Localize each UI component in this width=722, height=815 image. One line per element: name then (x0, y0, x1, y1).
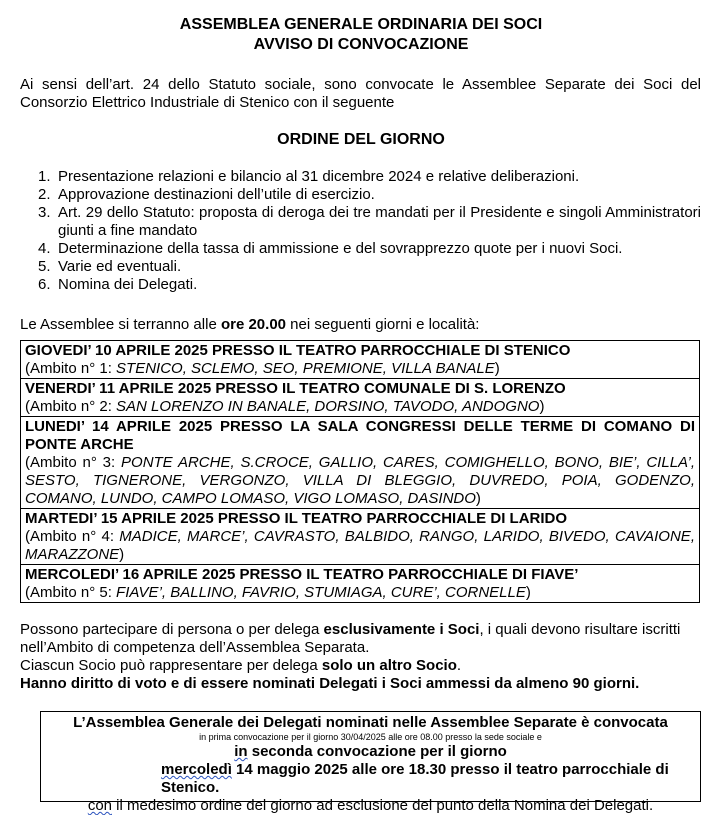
agenda-item: 6. Nomina dei Delegati. (38, 276, 198, 293)
delegates-assembly-box (40, 711, 701, 814)
schedule-ambito: (Ambito n° 2: SAN LORENZO IN BANALE, DORSINO, TAVODO, ANDOGNO) (25, 398, 545, 415)
agenda-item: 2. Approvazione destinazioni dell’utile di esercizio. (38, 186, 375, 203)
schedule-ambito: (Ambito n° 1: STENICO, SCLEMO, SEO, PREMIONE, VILLA BANALE) (25, 360, 500, 377)
document-title: ASSEMBLEA GENERALE ORDINARIA DEI SOCI (179, 16, 543, 33)
schedule-heading: LUNEDI’ 14 APRILE 2025 PRESSO LA SALA CONGRESSI DELLE TERME DI COMANO DI PONTE ARCHE (25, 418, 695, 453)
schedule-intro: Le Assemblee si terranno alle ore 20.00 nei seguenti giorni e località: (20, 316, 480, 333)
schedule-ambito: (Ambito n° 3: PONTE ARCHE, S.CROCE, GALLIO, CARES, COMIGHELLO, BONO, BIE’, CILLA’, SESTO, TIGNERONE, VERGONZO, VILLA DI BLEGGIO, DUVREDO, POIA, GODENZO, COMANO, LUNDO, CAMPO LOMASO, VIGO LOMASO, DASINDO) (25, 454, 695, 507)
intro-paragraph: Ai sensi dell’art. 24 dello Statuto sociale, sono convocate le Assemblee Separate dei Soci del Consorzio Elettrico Industriale di Stenico con il seguente (20, 76, 701, 111)
second-convocation-date: mercoledì 14 maggio 2025 alle ore 18.30 presso il teatro parrocchiale di Stenico. (161, 761, 669, 796)
agenda-item: 5. Varie ed eventuali. (38, 258, 182, 275)
schedule-heading: MERCOLEDI’ 16 APRILE 2025 PRESSO IL TEATRO PARROCCHIALE DI FIAVE’ (25, 566, 579, 583)
note-participation: Possono partecipare di persona o per delega esclusivamente i Soci, i quali devono risultare iscritti nell’Ambito di competenza dell’Assemblea Separata. (20, 621, 681, 656)
schedule-row (21, 509, 699, 565)
schedule-row (21, 565, 699, 602)
meeting-time: ore 20.00 (220, 316, 286, 333)
schedule-ambito: (Ambito n° 5: FIAVE’, BALLINO, FAVRIO, STUMIAGA, CURE’, CORNELLE) (25, 584, 531, 601)
agenda-item: 4. Determinazione della tassa di ammissione e del sovrapprezzo quote per i nuovi Soci. (38, 240, 623, 257)
note-voting-rights: Hanno diritto di voto e di essere nominati Delegati i Soci ammessi da almeno 90 giorni. (20, 675, 640, 692)
delegates-assembly-heading: L’Assemblea Generale dei Delegati nominati nelle Assemblee Separate è convocata (73, 714, 668, 731)
same-agenda-note: con il medesimo ordine del giorno ad esclusione del punto della Nomina dei Delegati. (87, 797, 654, 814)
schedule-row (21, 379, 699, 417)
document-subtitle: AVVISO DI CONVOCAZIONE (253, 36, 469, 53)
schedule-ambito: (Ambito n° 4: MADICE, MARCE’, CAVRASTO, BALBIDO, RANGO, LARIDO, BIVEDO, CAVAIONE, MARAZZONE) (25, 528, 695, 563)
first-convocation: in prima convocazione per il giorno 30/04/2025 alle ore 08.00 presso la sede sociale e (199, 732, 542, 742)
note-proxy: Ciascun Socio può rappresentare per delega solo un altro Socio. (20, 657, 462, 674)
participation-notes (20, 621, 701, 693)
agenda-item: 1. Presentazione relazioni e bilancio al 31 dicembre 2024 e relative deliberazioni. (38, 168, 580, 185)
schedule-table (20, 340, 700, 603)
schedule-row (21, 341, 699, 379)
schedule-heading: MARTEDI’ 15 APRILE 2025 PRESSO IL TEATRO PARROCCHIALE DI LARIDO (25, 510, 568, 527)
second-convocation: in seconda convocazione per il giorno (234, 743, 507, 760)
agenda-item: 3. Art. 29 dello Statuto: proposta di deroga dei tre mandati per il Presidente e singoli Amministratori giunti a fine mandato (38, 204, 701, 239)
agenda-title: ORDINE DEL GIORNO (277, 131, 445, 148)
schedule-heading: VENERDI’ 11 APRILE 2025 PRESSO IL TEATRO COMUNALE DI S. LORENZO (25, 380, 566, 397)
schedule-heading: GIOVEDI’ 10 APRILE 2025 PRESSO IL TEATRO PARROCCHIALE DI STENICO (25, 342, 571, 359)
agenda-list (38, 168, 701, 294)
schedule-row (21, 417, 699, 509)
